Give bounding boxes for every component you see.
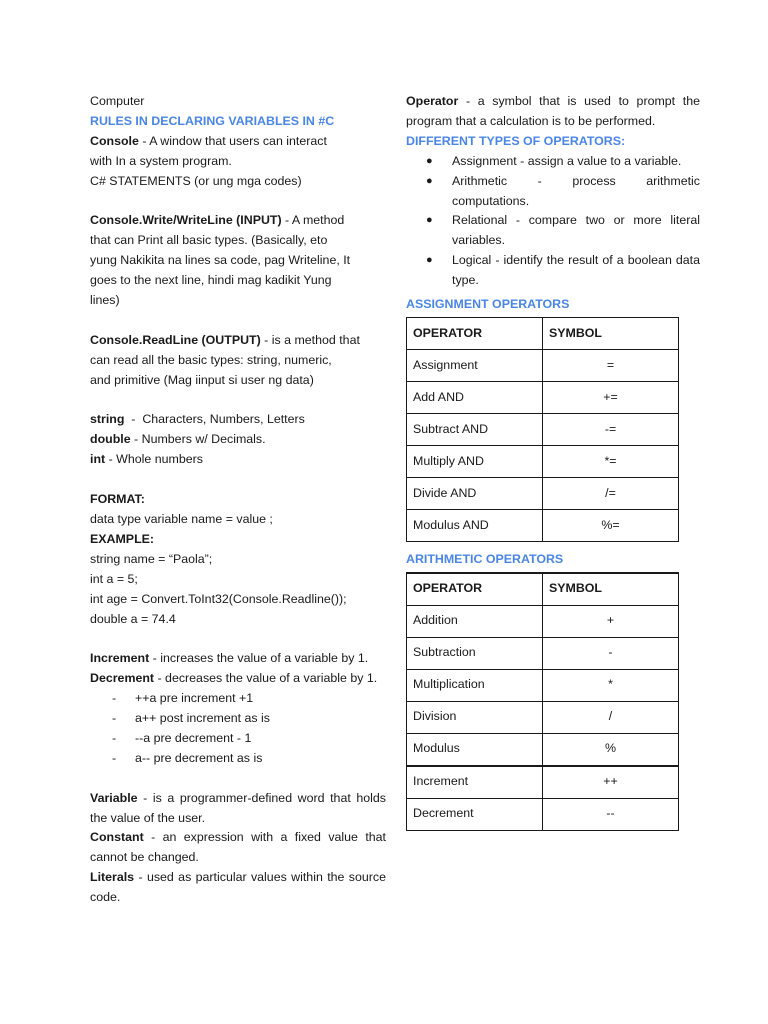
symbol-cell: / bbox=[543, 701, 679, 733]
arithmetic-heading: ARITHMETIC OPERATORS bbox=[406, 551, 564, 566]
operator-definition bbox=[406, 92, 700, 132]
write-def-line-2: that can Print all basic types. (Basically, eto bbox=[90, 233, 328, 248]
read-def-line-3: and primitive (Mag iinput si user ng data) bbox=[90, 372, 314, 387]
read-term: Console.ReadLine (OUTPUT) bbox=[90, 332, 261, 347]
list-item-text: Logical - identify the result of a boolean data type. bbox=[452, 253, 704, 288]
table-row bbox=[407, 669, 679, 701]
symbol-cell: -= bbox=[543, 413, 679, 445]
console-definition bbox=[90, 132, 386, 152]
example-line: double a = 74.4 bbox=[90, 611, 176, 626]
rules-heading: RULES IN DECLARING VARIABLES IN #C bbox=[90, 113, 335, 128]
decrement-term: Decrement bbox=[90, 671, 155, 686]
operator-cell: Multiply AND bbox=[407, 445, 543, 477]
double-term: double bbox=[90, 432, 131, 447]
bullet-marker: ● bbox=[426, 154, 433, 167]
write-def-text: - A method bbox=[281, 213, 345, 228]
doc-title: Computer bbox=[90, 94, 145, 108]
format-label bbox=[90, 490, 386, 510]
symbol-cell: - bbox=[543, 637, 679, 669]
column-header-symbol: SYMBOL bbox=[543, 573, 679, 606]
table-row bbox=[407, 349, 679, 381]
operator-types-list bbox=[406, 152, 704, 291]
column-header-operator: OPERATOR bbox=[407, 317, 543, 349]
table-row bbox=[407, 733, 679, 766]
int-term: int bbox=[90, 452, 106, 467]
statements-line: C# STATEMENTS (or ung mga codes) bbox=[90, 173, 302, 188]
list-item-text: ++a pre increment +1 bbox=[135, 691, 254, 706]
write-def-line-5: lines) bbox=[90, 293, 120, 308]
constant-def-text: - an expression with a fixed value that cannot be changed. bbox=[90, 830, 386, 865]
dash-marker: - bbox=[112, 750, 117, 765]
dash-marker: - bbox=[112, 730, 117, 745]
dash-marker: - bbox=[112, 711, 117, 726]
operator-cell: Divide AND bbox=[407, 477, 543, 509]
write-definition bbox=[90, 211, 386, 231]
list-item bbox=[406, 152, 700, 172]
list-item-text: a++ post increment as is bbox=[135, 711, 270, 726]
table-row bbox=[407, 381, 679, 413]
read-definition bbox=[90, 331, 386, 351]
table-row bbox=[407, 701, 679, 733]
table-header-row bbox=[407, 317, 679, 349]
right-column bbox=[406, 92, 704, 831]
example-line: string name = “Paola”; bbox=[90, 551, 213, 566]
format-label-text: FORMAT: bbox=[90, 492, 145, 507]
decrement-def-text: - decreases the value of a variable by 1. bbox=[154, 671, 378, 686]
table-row bbox=[407, 766, 679, 799]
arithmetic-table bbox=[406, 572, 679, 831]
operator-cell: Decrement bbox=[407, 798, 543, 830]
bullet-marker: ● bbox=[426, 254, 433, 267]
symbol-cell: -- bbox=[543, 798, 679, 830]
table-row bbox=[407, 445, 679, 477]
operator-cell: Subtract AND bbox=[407, 413, 543, 445]
list-item-text: a-- pre decrement as is bbox=[135, 750, 263, 765]
literals-def-text: - used as particular values within the source code. bbox=[90, 870, 386, 905]
console-def-text: - A window that users can interact bbox=[138, 133, 327, 148]
read-def-text: - is a method that bbox=[260, 332, 360, 347]
variable-definition bbox=[90, 789, 386, 829]
table-header-row bbox=[407, 573, 679, 606]
string-def-text: - Characters, Numbers, Letters bbox=[124, 412, 305, 427]
column-header-operator: OPERATOR bbox=[407, 573, 543, 606]
operator-term: Operator bbox=[406, 94, 459, 108]
table-row bbox=[407, 477, 679, 509]
operator-def-text: - a symbol that is used to prompt the program that a calculation is to be performed. bbox=[406, 94, 700, 128]
operator-cell: Addition bbox=[407, 605, 543, 637]
list-item bbox=[406, 251, 704, 291]
literals-term: Literals bbox=[90, 870, 135, 885]
symbol-cell: %= bbox=[543, 509, 679, 541]
write-def-line-3: yung Nakikita na lines sa code, pag Writeline, It bbox=[90, 253, 351, 268]
operator-cell: Add AND bbox=[407, 381, 543, 413]
symbol-cell: += bbox=[543, 381, 679, 413]
int-definition bbox=[90, 450, 386, 470]
list-item-text: Arithmetic - process arithmetic computations. bbox=[452, 173, 704, 208]
read-def-line-2: can read all the basic types: string, numeric, bbox=[90, 352, 332, 367]
operator-cell: Subtraction bbox=[407, 637, 543, 669]
double-definition bbox=[90, 430, 386, 450]
symbol-cell: ++ bbox=[543, 766, 679, 799]
operator-cell: Assignment bbox=[407, 349, 543, 381]
console-definition-cont: with In a system program. bbox=[90, 153, 232, 168]
symbol-cell: + bbox=[543, 605, 679, 637]
table-row bbox=[407, 413, 679, 445]
write-term: Console.Write/WriteLine (INPUT) bbox=[90, 213, 282, 228]
example-label-text: EXAMPLE: bbox=[90, 531, 155, 546]
bullet-marker: ● bbox=[426, 174, 433, 187]
symbol-cell: = bbox=[543, 349, 679, 381]
increment-def-text: - increases the value of a variable by 1. bbox=[149, 651, 369, 666]
symbol-cell: * bbox=[543, 669, 679, 701]
list-item-text: --a pre decrement - 1 bbox=[135, 730, 252, 745]
assignment-heading: ASSIGNMENT OPERATORS bbox=[406, 297, 570, 312]
format-text: data type variable name = value ; bbox=[90, 511, 273, 526]
list-item-text: Assignment - assign a value to a variable. bbox=[452, 153, 682, 168]
double-def-text: - Numbers w/ Decimals. bbox=[130, 432, 266, 447]
table-row bbox=[407, 637, 679, 669]
example-line: int age = Convert.ToInt32(Console.Readline()); bbox=[90, 591, 347, 606]
operator-cell: Modulus bbox=[407, 733, 543, 766]
left-column bbox=[90, 92, 386, 908]
list-item bbox=[90, 749, 386, 769]
list-item-text: Relational - compare two or more literal variables. bbox=[452, 213, 704, 248]
literals-definition bbox=[90, 868, 386, 908]
bullet-marker: ● bbox=[426, 214, 433, 227]
console-term: Console bbox=[90, 133, 139, 148]
string-definition bbox=[90, 410, 386, 430]
example-line: int a = 5; bbox=[90, 571, 138, 586]
list-item bbox=[90, 709, 386, 729]
operator-cell: Division bbox=[407, 701, 543, 733]
constant-term: Constant bbox=[90, 830, 144, 845]
assignment-table bbox=[406, 317, 679, 542]
inc-dec-list bbox=[90, 689, 386, 769]
symbol-cell: *= bbox=[543, 445, 679, 477]
table-row bbox=[407, 509, 679, 541]
decrement-definition bbox=[90, 669, 386, 689]
string-term: string bbox=[90, 412, 125, 427]
constant-definition bbox=[90, 828, 386, 868]
example-label bbox=[90, 530, 386, 550]
write-def-line-4: goes to the next line, hindi mag kadikit Yung bbox=[90, 273, 332, 288]
types-heading: DIFFERENT TYPES OF OPERATORS: bbox=[406, 133, 626, 148]
increment-definition bbox=[90, 649, 386, 669]
symbol-cell: % bbox=[543, 733, 679, 766]
list-item bbox=[406, 211, 704, 251]
operator-cell: Multiplication bbox=[407, 669, 543, 701]
increment-term: Increment bbox=[90, 651, 150, 666]
symbol-cell: /= bbox=[543, 477, 679, 509]
table-row bbox=[407, 798, 679, 830]
variable-def-text: - is a programmer-defined word that holds the value of the user. bbox=[90, 790, 386, 825]
operator-cell: Increment bbox=[407, 766, 543, 799]
column-header-symbol: SYMBOL bbox=[543, 317, 679, 349]
operator-cell: Modulus AND bbox=[407, 509, 543, 541]
list-item bbox=[406, 172, 704, 212]
table-row bbox=[407, 605, 679, 637]
list-item bbox=[90, 689, 386, 709]
dash-marker: - bbox=[112, 691, 117, 706]
list-item bbox=[90, 729, 386, 749]
variable-term: Variable bbox=[90, 790, 138, 805]
int-def-text: - Whole numbers bbox=[105, 452, 203, 467]
